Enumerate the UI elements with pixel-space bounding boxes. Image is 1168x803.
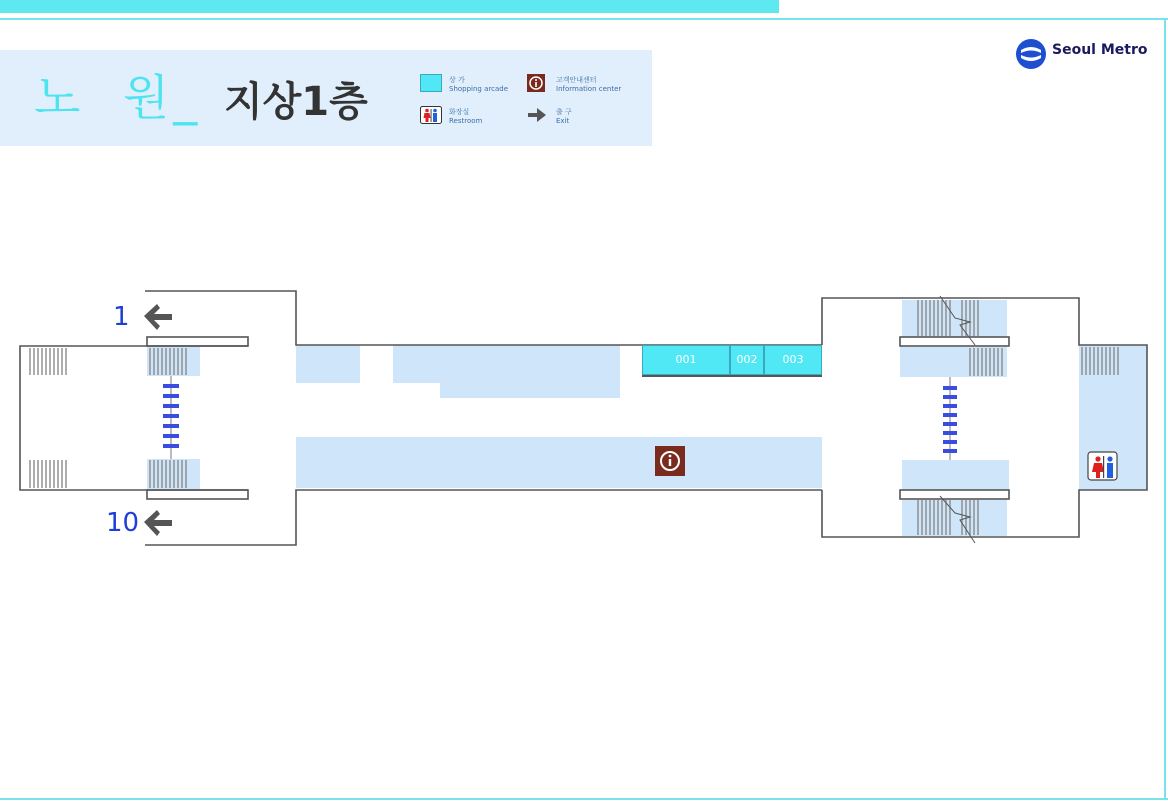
legend-label-en: Exit — [556, 117, 570, 125]
legend-label-ko: 상 가 — [449, 76, 465, 84]
map-area — [900, 347, 1007, 377]
map-area — [393, 345, 620, 383]
legend-label-en: Shopping arcade — [449, 85, 509, 93]
stairs — [30, 348, 66, 375]
map-area — [902, 460, 1009, 490]
exit-1-arrow-icon — [144, 304, 172, 330]
shop-003[interactable]: 003 — [764, 345, 822, 375]
map-wall — [900, 337, 1009, 346]
map-wall — [900, 490, 1009, 499]
map-area — [296, 437, 822, 488]
seoul-metro-logo-text: Seoul Metro — [1052, 42, 1148, 58]
shop-front-wall — [642, 375, 822, 377]
legend-label-ko: 출 구 — [556, 108, 572, 116]
shop-001[interactable]: 001 — [642, 345, 730, 375]
elevator-left — [163, 376, 179, 459]
station-name: 노 원_ — [34, 70, 202, 126]
map-area — [440, 383, 620, 398]
legend-label-en: Restroom — [449, 117, 483, 125]
elevator-right — [943, 377, 957, 460]
restroom-icon[interactable] — [1088, 452, 1117, 480]
legend-label-ko: 화장실 — [449, 108, 470, 116]
information-center-icon[interactable] — [655, 446, 685, 476]
title-separator: _ — [173, 70, 202, 126]
map-wall — [147, 337, 248, 346]
legend-label-en: Information center — [556, 85, 622, 93]
map-area — [296, 345, 360, 383]
exit-number-10: 10 — [106, 508, 140, 538]
floor-name: 지상1층 — [224, 79, 368, 125]
legend-label-ko: 고객안내센터 — [556, 76, 597, 84]
shop-002[interactable]: 002 — [730, 345, 764, 375]
stairs — [30, 460, 66, 488]
exit-number-1: 1 — [113, 302, 130, 332]
exit-10-arrow-icon — [144, 510, 172, 536]
map-wall — [147, 490, 248, 499]
